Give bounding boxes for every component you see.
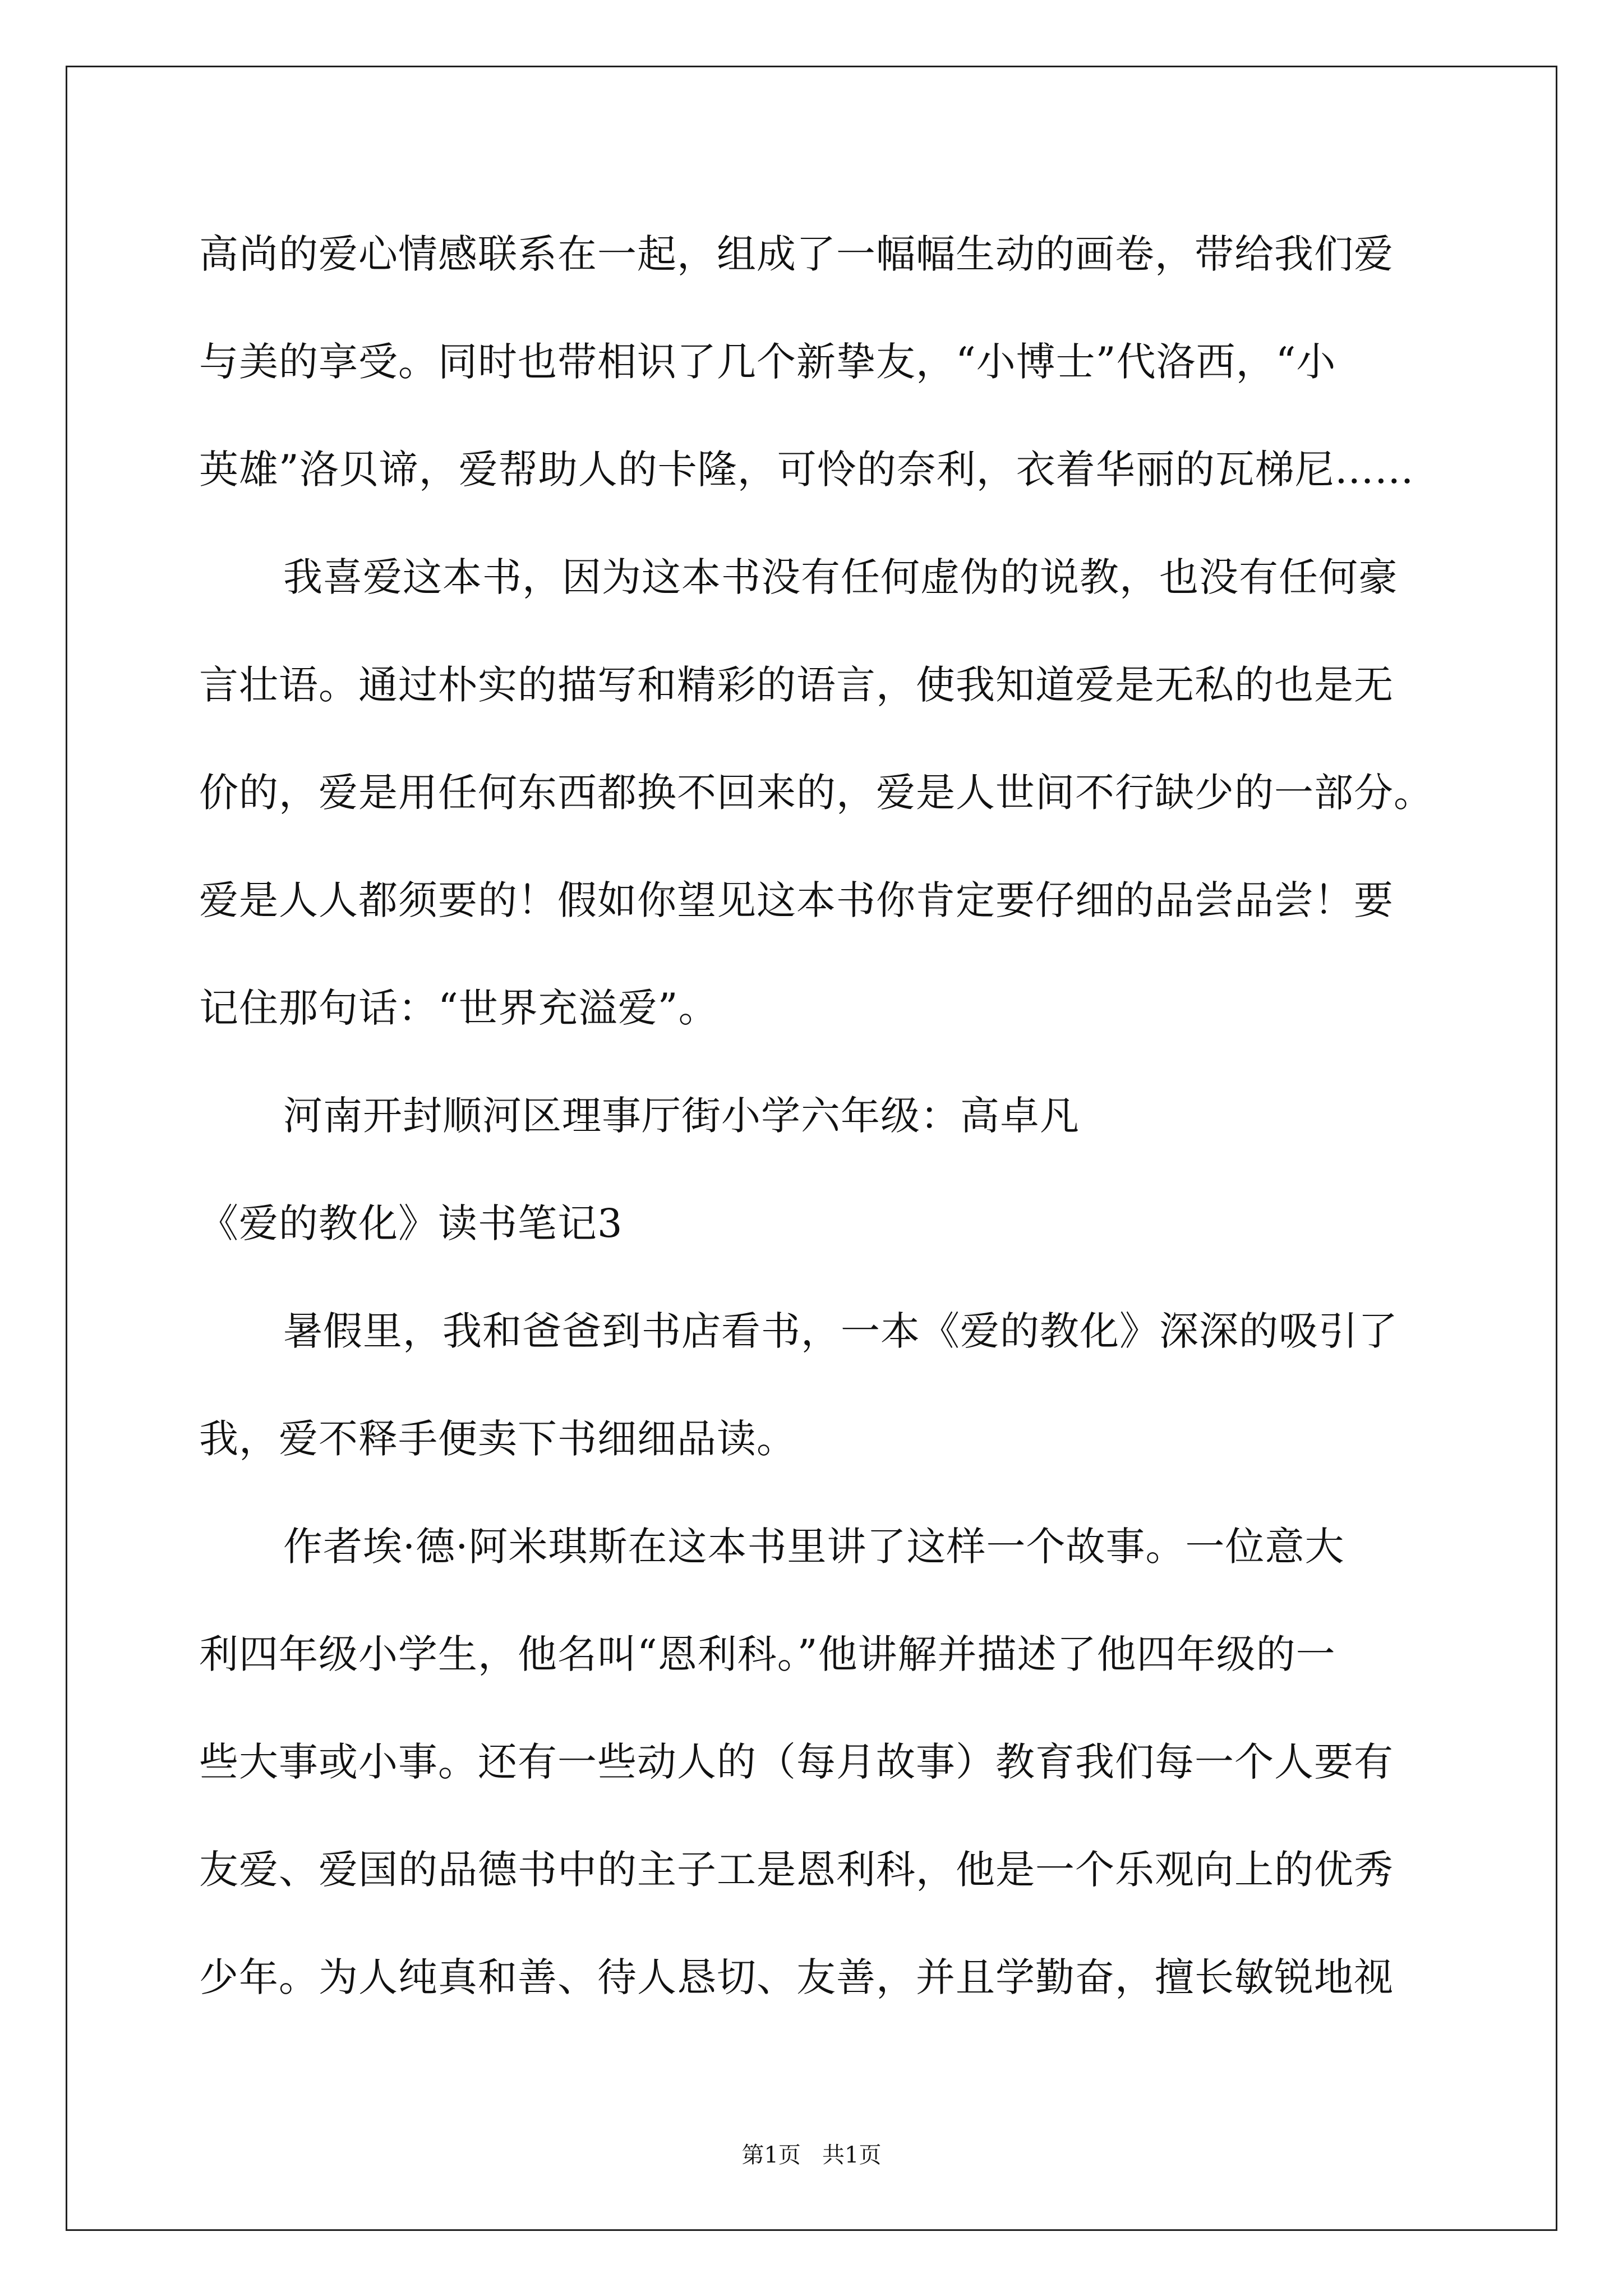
text-line-11: 暑假里，我和爸爸到书店看书，一本《爱的教化》深深的吸引了 bbox=[283, 1308, 1398, 1354]
text-line-15: 些大事或小事。还有一些动人的（每月故事）教育我们每一个人要有 bbox=[199, 1739, 1394, 1785]
text-line-12: 我，爱不释手便卖下书细细品读。 bbox=[199, 1416, 796, 1462]
text-line-7: 爱是人人都须要的！假如你望见这本书你肯定要仔细的品尝品尝！要 bbox=[199, 877, 1394, 923]
signature-line: 河南开封顺河区理事厅街小学六年级：高卓凡 bbox=[283, 1093, 1080, 1139]
text-line-4: 我喜爱这本书，因为这本书没有任何虚伪的说教，也没有任何豪 bbox=[283, 554, 1398, 600]
section-heading: 《爱的教化》读书笔记3 bbox=[199, 1200, 623, 1246]
text-line-1: 高尚的爱心情感联系在一起，组成了一幅幅生动的画卷，带给我们爱 bbox=[199, 231, 1394, 277]
page-footer: 第1页 共1页 bbox=[741, 2142, 882, 2168]
text-line-8: 记住那句话：“世界充溢爱”。 bbox=[199, 985, 718, 1031]
text-line-17: 少年。为人纯真和善、待人恳切、友善，并且学勤奋，擅长敏锐地视 bbox=[199, 1954, 1394, 2000]
text-line-16: 友爱、爱国的品德书中的主子工是恩利科，他是一个乐观向上的优秀 bbox=[199, 1847, 1394, 1893]
page-border bbox=[66, 66, 1557, 2231]
text-line-13: 作者埃·德·阿米琪斯在这本书里讲了这样一个故事。一位意大 bbox=[283, 1524, 1345, 1570]
text-line-14: 利四年级小学生，他名叫“恩利科。”他讲解并描述了他四年级的一 bbox=[199, 1631, 1336, 1677]
text-line-5: 言壮语。通过朴实的描写和精彩的语言，使我知道爱是无私的也是无 bbox=[199, 662, 1394, 708]
text-line-3: 英雄”洛贝谛，爱帮助人的卡隆，可怜的奈利，衣着华丽的瓦梯尼…… bbox=[199, 447, 1414, 493]
text-line-2: 与美的享受。同时也带相识了几个新挚友，“小博士”代洛西，“小 bbox=[199, 339, 1336, 385]
text-line-6: 价的，爱是用任何东西都换不回来的，爱是人世间不行缺少的一部分。 bbox=[199, 770, 1433, 816]
